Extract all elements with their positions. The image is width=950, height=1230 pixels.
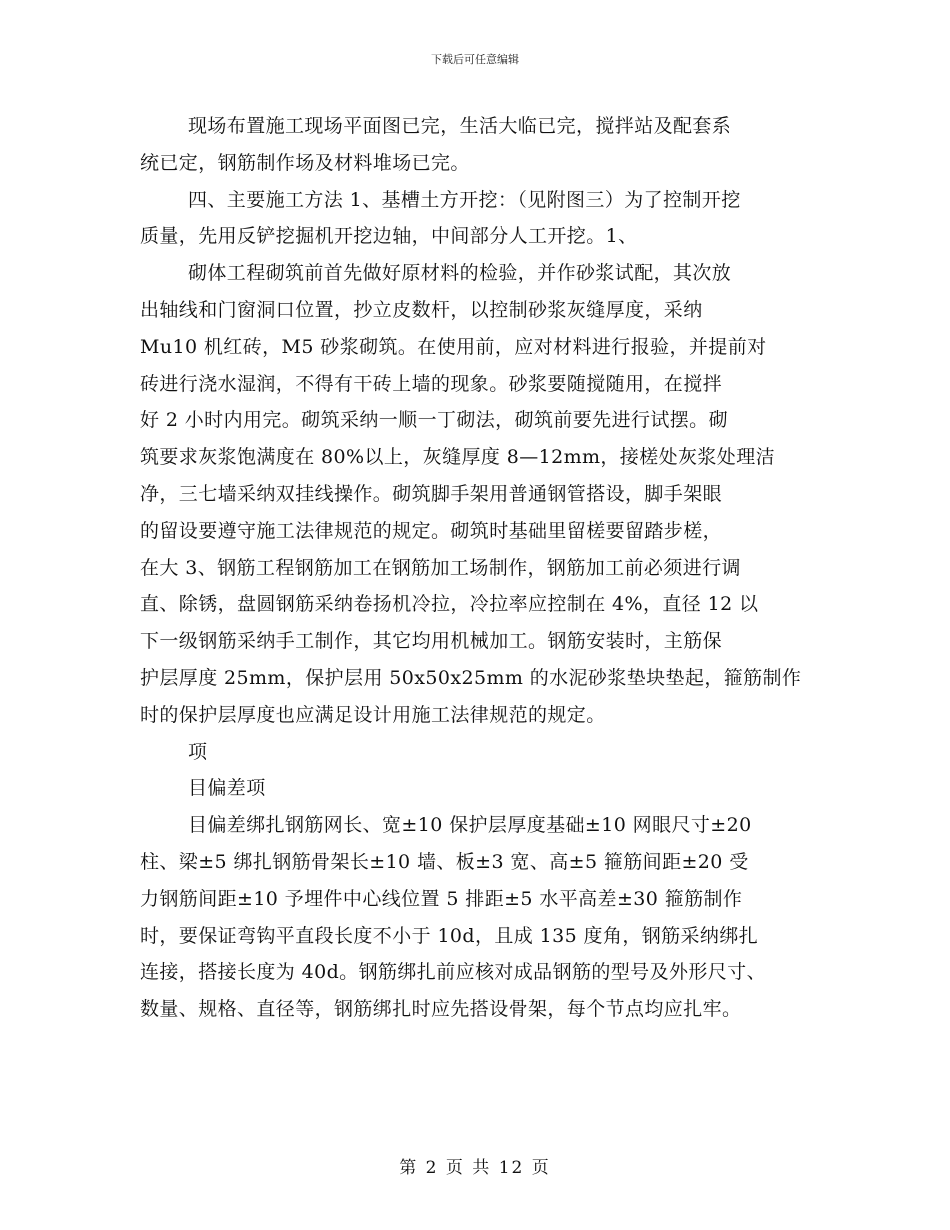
text-line: 目偏差项 <box>188 777 266 800</box>
text-line: 连接，搭接长度为 40d。钢筋绑扎前应核对成品钢筋的型号及外形尺寸、 <box>140 961 766 984</box>
text-line: 力钢筋间距±10 予埋件中心线位置 5 排距±5 水平高差±30 箍筋制作 <box>140 887 743 910</box>
text-line: 四、主要施工方法 1、基槽土方开挖：（见附图三）为了控制开挖 <box>188 188 741 211</box>
text-line: 的留设要遵守施工法律规范的规定。砌筑时基础里留槎要留踏步槎， <box>140 519 723 542</box>
text-line: 统已定，钢筋制作场及材料堆场已完。 <box>140 151 470 174</box>
text-line: 现场布置施工现场平面图已完，生活大临已完，搅拌站及配套系 <box>188 115 732 137</box>
text-line: 护层厚度 25mm，保护层用 50x50x25mm 的水泥砂浆垫块垫起，箍筋制作 <box>140 666 802 689</box>
text-line: 筑要求灰浆饱满度在 80%以上，灰缝厚度 8—12mm，接槎处灰浆处理洁 <box>140 446 776 469</box>
text-line: 在大 3、钢筋工程钢筋加工在钢筋加工场制作，钢筋加工前必须进行调 <box>140 556 741 579</box>
text-line: 目偏差绑扎钢筋网长、宽±10 保护层厚度基础±10 网眼尺寸±20 <box>188 814 752 837</box>
document-body <box>140 108 840 1028</box>
text-line: 质量，先用反铲挖掘机开挖边轴，中间部分人工开挖。1、 <box>140 225 638 248</box>
text-line: 下一级钢筋采纳手工制作，其它均用机械加工。钢筋安装时，主筋保 <box>140 630 723 653</box>
text-line: 时，要保证弯钩平直段长度不小于 10d，且成 135 度角，钢筋采纳绑扎 <box>140 924 759 947</box>
page-footer: 第 2 页 共 12 页 <box>399 1158 551 1178</box>
text-line: 净，三七墙采纳双挂线操作。砌筑脚手架用普通钢管搭设，脚手架眼 <box>140 482 723 505</box>
text-line: Mu10 机红砖，M5 砂浆砌筑。在使用前，应对材料进行报验，并提前对 <box>140 335 767 358</box>
text-line: 好 2 小时内用完。砌筑采纳一顺一丁砌法，砌筑前要先进行试摆。砌 <box>140 409 728 432</box>
text-line: 时的保护层厚度也应满足设计用施工法律规范的规定。 <box>140 703 606 726</box>
text-line: 直、除锈，盘圆钢筋采纳卷扬机冷拉，冷拉率应控制在 4%，直径 12 以 <box>140 593 759 616</box>
text-line: 砖进行浇水湿润，不得有干砖上墙的现象。砂浆要随搅随用，在搅拌 <box>140 372 723 395</box>
text-line: 数量、规格、直径等，钢筋绑扎时应先搭设骨架，每个节点均应扎牢。 <box>140 998 742 1021</box>
text-line: 砌体工程砌筑前首先做好原材料的检验，并作砂浆试配，其次放 <box>188 262 732 285</box>
text-line: 项 <box>188 740 208 763</box>
page-header: 下载后可任意编辑 <box>431 53 519 66</box>
text-line: 出轴线和门窗洞口位置，抄立皮数杆，以控制砂浆灰缝厚度，采纳 <box>140 298 703 321</box>
text-line: 柱、梁±5 绑扎钢筋骨架长±10 墙、板±3 宽、高±5 箍筋间距±20 受 <box>140 850 749 873</box>
